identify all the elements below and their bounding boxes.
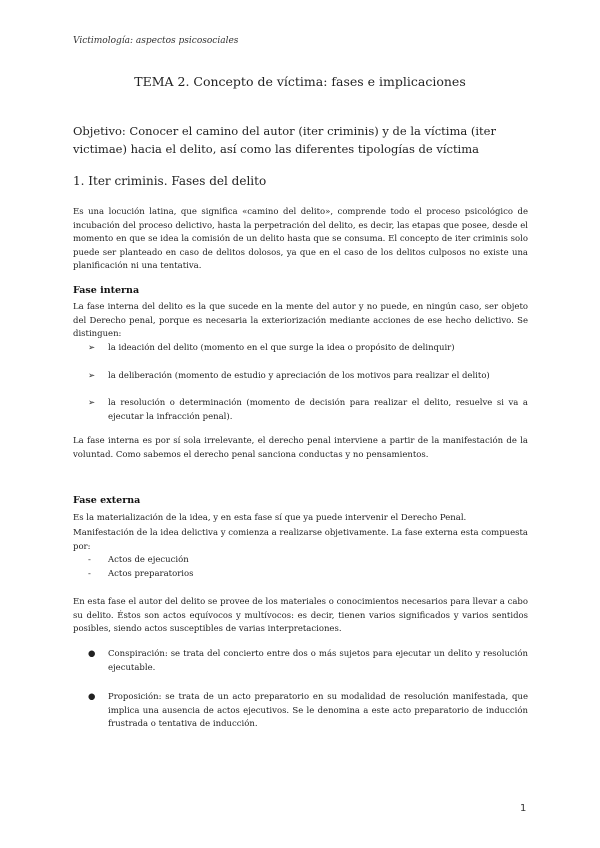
list-item-text: la resolución o determinación (momento de decisión para realizar el delito, resuelve si va a ejecutar la infracción penal). — [108, 398, 528, 422]
page-number: 1 — [520, 803, 527, 814]
document-title: TEMA 2. Concepto de víctima: fases e implicaciones — [134, 74, 466, 89]
arrow-bullet-icon: ➢ — [88, 398, 96, 408]
dash-bullet-icon: - — [88, 555, 91, 565]
list-item — [88, 691, 528, 732]
fase-externa-paragraph-2: Manifestación de la idea delictiva y comienza a realizarse objetivamente. La fase externa esta compuesta por: — [73, 528, 528, 552]
list-item-text: la deliberación (momento de estudio y apreciación de los motivos para realizar el delito) — [108, 370, 490, 381]
list-item-text: Actos de ejecución — [108, 555, 189, 565]
subheading-fase-externa: Fase externa — [73, 495, 141, 506]
list-item — [88, 554, 528, 568]
objective-paragraph: Objetivo: Conocer el camino del autor (iter criminis) y de la víctima (iter victimae) hacia el delito, así como las diferentes tipologías de víctima — [73, 124, 496, 156]
fase-externa-list — [88, 554, 528, 581]
fase-interna-conclusion: La fase interna es por sí sola irrelevante, el derecho penal interviene a partir de la manifestación de la voluntad. Como sabemos el derecho penal sanciona conductas y no pensamientos. — [73, 436, 528, 460]
list-item — [88, 568, 528, 582]
dot-bullet-icon: ● — [88, 649, 96, 659]
arrow-bullet-icon: ➢ — [88, 370, 96, 381]
list-item — [88, 397, 528, 424]
running-header: Victimología: aspectos psicosociales — [73, 36, 239, 46]
fase-externa-bullets — [88, 648, 528, 732]
fase-externa-paragraph-3: En esta fase el autor del delito se provee de los materiales o conocimientos necesarios para llevar a cabo su delito. Éstos son actos equívocos y multívocos: es decir, tienen varios significados y varios sentidos posibles, siendo actos susceptibles de varias interpretaciones. — [73, 597, 528, 634]
intro-paragraph: Es una locución latina, que significa «camino del delito», comprende todo el proceso psicológico de incubación del proceso delictivo, hasta la perpetración del delito, es decir, las etapas que posee, desde el momento en que se idea la comisión de un delito hasta que se consuma. El concepto de iter criminis solo puede ser planteado en caso de delitos dolosos, ya que en el caso de los delitos culposos no existe una planificación ni una tentativa. — [73, 207, 528, 271]
fase-interna-list — [88, 342, 528, 424]
dot-bullet-icon: ● — [88, 692, 96, 702]
list-item-text: Proposición: se trata de un acto preparatorio en su modalidad de resolución manifestada, que implica una ausencia de actos ejecutivos. Se le denomina a este acto preparatorio de inducción frustrada o tentativa de inducción. — [108, 692, 528, 729]
list-item-text: Actos preparatorios — [108, 568, 194, 579]
fase-interna-paragraph: La fase interna del delito es la que sucede en la mente del autor y no puede, en ningún caso, ser objeto del Derecho penal, porque es necesaria la exteriorización mediante acciones de ese hecho delictivo. Se distinguen: — [73, 302, 528, 339]
list-item-text: la ideación del delito (momento en el que surge la idea o propósito de delinquir) — [108, 343, 455, 353]
list-item-text: Conspiración: se trata del concierto entre dos o más sujetos para ejecutar un delito y resolución ejecutable. — [108, 649, 528, 673]
section-heading-iter-criminis: 1. Iter criminis. Fases del delito — [73, 174, 267, 188]
list-item — [88, 648, 528, 675]
fase-externa-paragraph-1: Es la materialización de la idea, y en esta fase sí que ya puede intervenir el Derecho Penal. — [73, 513, 467, 523]
arrow-bullet-icon: ➢ — [88, 343, 96, 353]
list-item — [88, 370, 528, 384]
list-item — [88, 342, 528, 356]
dash-bullet-icon: - — [88, 568, 91, 579]
subheading-fase-interna: Fase interna — [73, 285, 140, 296]
